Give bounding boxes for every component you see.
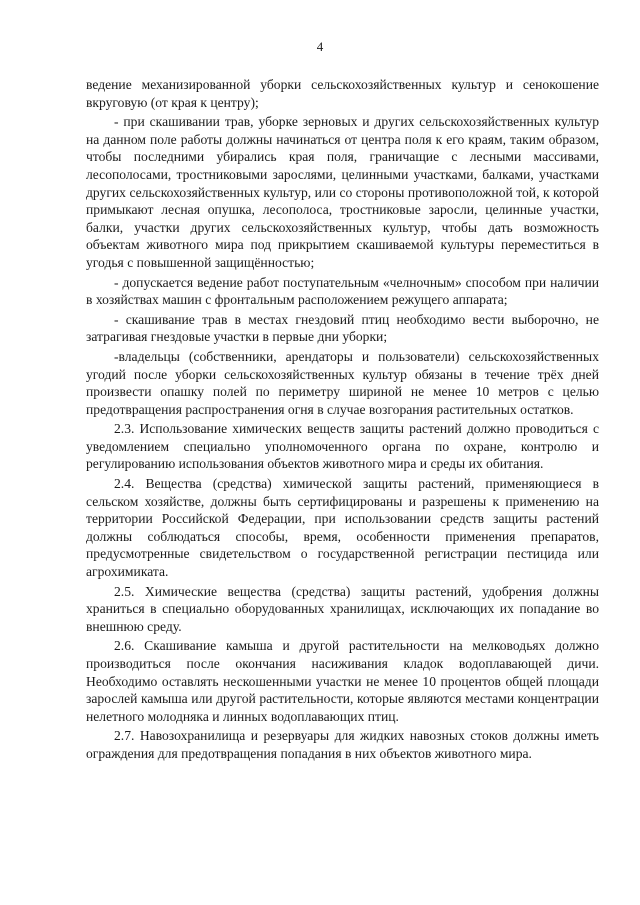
paragraph: - скашивание трав в местах гнездовий птиц необходимо вести выборочно, не затрагивая гнездовые участки в первые дни уборки; [86, 311, 599, 345]
paragraph: - допускается ведение работ поступательным «челночным» способом при наличии в хозяйствах машин с фронтальным расположением режущего аппарата; [86, 274, 599, 308]
paragraph: 2.7. Навозохранилища и резервуары для жидких навозных стоков должны иметь ограждения для предотвращения попадания в них объектов животного мира. [86, 728, 599, 761]
paragraph: -владельцы (собственники, арендаторы и пользователи) сельскохозяйственных угодий после уборки сельскохозяйственных культур обязаны в течение трёх дней произвести опашку полей по периметру шириной не менее 10 метров с целью предотвращения распространения огня в случае возгорания растительных остатков. [86, 348, 599, 417]
document-body [86, 76, 599, 765]
paragraph: 2.4. Вещества (средства) химической защиты растений, применяющиеся в сельском хозяйстве, должны быть сертифицированы и разрешены к применению на территории Российской Федерации, при использовании средств защиты растений должны соблюдаться способы, время, особенности применения препаратов, предусмотренные свидетельством о государственной регистрации пестицида или агрохимиката. [86, 476, 599, 580]
paragraph: 2.3. Использование химических веществ защиты растений должно проводиться с уведомлением специально уполномоченного органа по охране, контролю и регулированию использования объектов животного мира и среды их обитания. [86, 421, 599, 472]
paragraph: 2.6. Скашивание камыша и другой растительности на мелководьях должно производиться после окончания насиживания кладок водоплавающей дичи. Необходимо оставлять нескошенными участки не менее 10 процентов общей площади зарослей камыша или другой растительности, которые являются местами концентрации нелетного молодняка и линных водоплавающих птиц. [86, 638, 599, 724]
paragraph: - при скашивании трав, уборке зерновых и других сельскохозяйственных культур на данном поле работы должны начинаться от центра поля к его краям, таким образом, чтобы последними убирались края поля, граничащие с лесными массивами, лесополосами, тростниковыми зарослями, целинными участками, балками, участками других сельскохозяйственных культур, или со стороны противоположной той, к которой примыкают лесная опушка, лесополоса, тростниковые заросли, целинные участки, балки, участки других сельскохозяйственных культур, чтобы дать возможность объектам животного мира под прикрытием скашиваемой культуры переместиться в угодья с повышенной защищённостью; [86, 114, 599, 270]
page-number: 4 [316, 39, 324, 54]
paragraph: 2.5. Химические вещества (средства) защиты растений, удобрения должны храниться в специально оборудованных хранилищах, исключающих их попадание во внешнюю среду. [86, 583, 599, 634]
paragraph: ведение механизированной уборки сельскохозяйственных культур и сенокошение вкруговую (от края к центру); [86, 77, 599, 110]
